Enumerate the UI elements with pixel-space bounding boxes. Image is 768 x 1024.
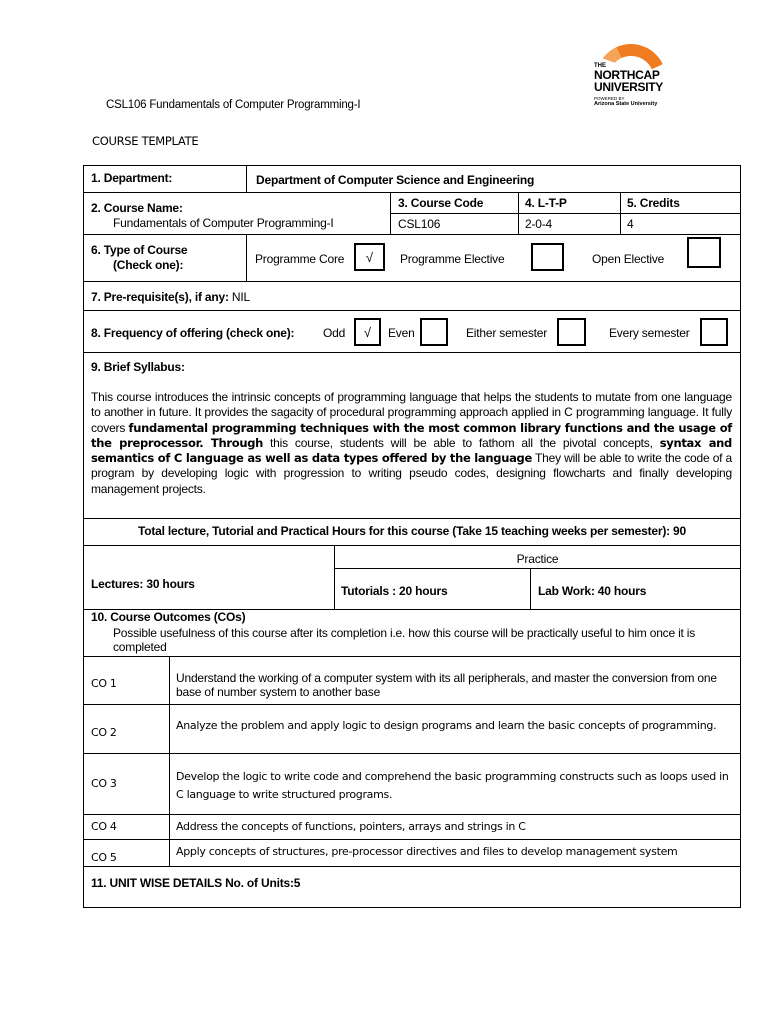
ltp-value: 2-0-4 — [525, 217, 553, 231]
co2-text: Analyze the problem and apply logic to design programs and learn the basic concepts of programming. — [176, 719, 717, 732]
every-semester-checkbox[interactable] — [700, 318, 728, 346]
co4-text: Address the concepts of functions, pointers, arrays and strings in C — [176, 820, 526, 833]
credits-value: 4 — [627, 217, 634, 231]
section-title: COURSE TEMPLATE — [92, 134, 199, 148]
course-outcomes-desc: Possible usefulness of this course after its completion i.e. how this course will be practically useful to him once it is completed — [113, 626, 696, 654]
frequency-label: 8. Frequency of offering (check one): — [91, 326, 295, 340]
programme-core-checkbox[interactable]: √ — [354, 243, 385, 271]
course-code-value: CSL106 — [398, 217, 441, 231]
either-semester-checkbox[interactable] — [557, 318, 586, 346]
co3-code: CO 3 — [91, 777, 117, 790]
tutorials-hours: Tutorials : 20 hours — [341, 584, 448, 598]
programme-core-label: Programme Core — [255, 252, 345, 266]
lab-work-hours: Lab Work: 40 hours — [538, 584, 647, 598]
course-outcomes-label: 10. Course Outcomes (COs) — [91, 610, 246, 624]
type-of-course-label: 6. Type of Course — [91, 243, 188, 257]
co2-code: CO 2 — [91, 726, 117, 739]
prerequisite-label: 7. Pre-requisite(s), if any: — [91, 290, 229, 304]
co1-text: Understand the working of a computer system with its all peripherals, and master the conversion from one base of number system to another base — [176, 671, 717, 699]
course-name-value: Fundamentals of Computer Programming-I — [113, 216, 334, 230]
odd-label: Odd — [323, 326, 346, 340]
co1-code: CO 1 — [91, 677, 117, 690]
credits-label: 5. Credits — [627, 196, 680, 210]
total-hours: Total lecture, Tutorial and Practical Hours for this course (Take 15 teaching weeks per semester): 90 — [138, 524, 686, 538]
syllabus-text: This course introduces the intrinsic concepts of programming language that helps the students to mutate from one language to another in future. It provides the sagacity of procedural programming approach applied in C programming language. It fully covers fundamental programming techniques with the most common library functions and the usage of the preprocessor. Through this course, students will be able to fathom all the pivotal concepts, syntax and semantics of C language as well as data types offered by the language They will be able to write the code of a program by developing logic with progression to writing pseudo codes, designing flowcharts and finally developing management projects. — [91, 390, 733, 496]
even-checkbox[interactable] — [420, 318, 448, 346]
odd-checkbox[interactable]: √ — [354, 318, 381, 346]
either-semester-label: Either semester — [466, 326, 548, 340]
ltp-label: 4. L-T-P — [525, 196, 567, 210]
document-title: CSL106 Fundamentals of Computer Programming-I — [106, 99, 361, 111]
course-code-label: 3. Course Code — [398, 196, 484, 210]
co5-code: CO 5 — [91, 851, 117, 864]
co5-text: Apply concepts of structures, pre-processor directives and files to develop management system — [176, 845, 678, 858]
programme-elective-label: Programme Elective — [400, 252, 505, 266]
open-elective-label: Open Elective — [592, 252, 665, 266]
programme-elective-checkbox[interactable] — [531, 243, 564, 271]
department-value: Department of Computer Science and Engineering — [256, 173, 535, 187]
practice-header: Practice — [516, 552, 559, 566]
co4-code: CO 4 — [91, 820, 117, 833]
course-name-label: 2. Course Name: — [91, 201, 183, 215]
department-label: 1. Department: — [91, 171, 173, 185]
lectures-hours: Lectures: 30 hours — [91, 577, 195, 591]
prerequisite-row — [91, 290, 250, 304]
co3-text: Develop the logic to write code and comprehend the basic programming constructs such as loops used in C language to write structured programs. — [176, 770, 729, 801]
syllabus-label: 9. Brief Syllabus: — [91, 360, 185, 374]
type-of-course-sublabel: (Check one): — [113, 258, 184, 272]
every-semester-label: Every semester — [609, 326, 690, 340]
open-elective-checkbox[interactable] — [687, 237, 721, 268]
unit-wise-details: 11. UNIT WISE DETAILS No. of Units:5 — [91, 876, 301, 890]
prerequisite-value: NIL — [228, 290, 250, 304]
even-label: Even — [388, 326, 415, 340]
